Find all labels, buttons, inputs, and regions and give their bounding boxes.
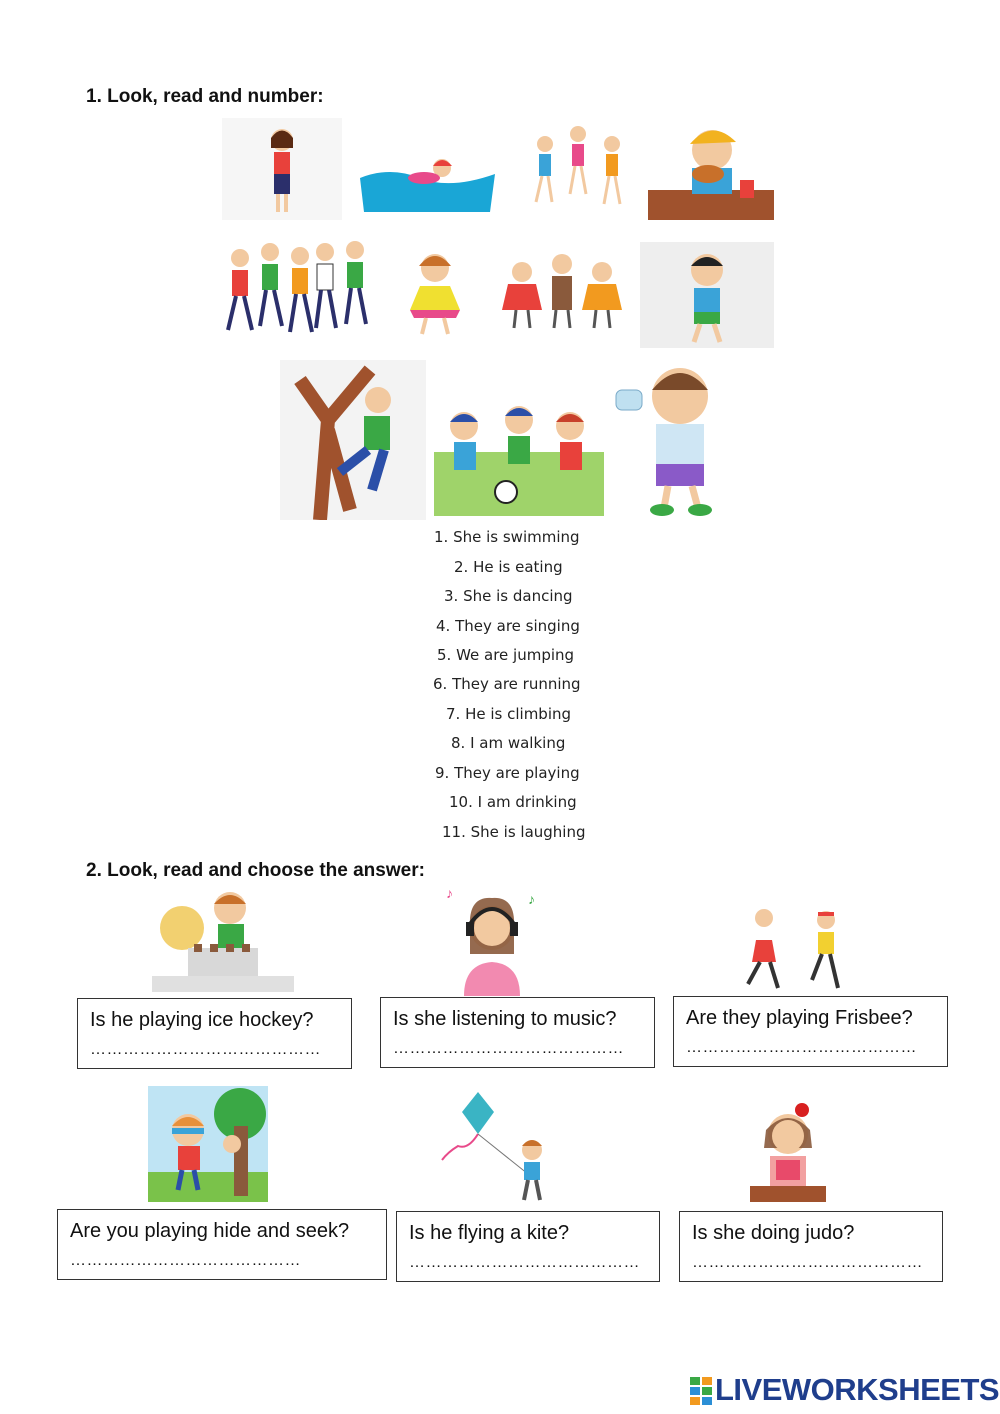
boys-playing-chess-image bbox=[152, 884, 294, 992]
question-box bbox=[679, 1211, 943, 1282]
question-text: Are they playing Frisbee? bbox=[686, 1007, 913, 1029]
list-item: 3. She is dancing bbox=[444, 587, 573, 605]
list-item: 7. He is climbing bbox=[446, 705, 572, 723]
svg-text:♪: ♪ bbox=[446, 885, 453, 901]
question-box bbox=[57, 1209, 387, 1280]
boy-eating-image bbox=[648, 118, 774, 220]
question-text: Is she listening to music? bbox=[393, 1008, 617, 1030]
list-item: 6. They are running bbox=[433, 675, 581, 693]
list-item: 4. They are singing bbox=[436, 617, 580, 635]
answer-field[interactable]: …………………………………… bbox=[393, 1040, 624, 1057]
section1-heading: 1. Look, read and number: bbox=[86, 86, 324, 107]
boy-climbing-tree-image bbox=[280, 360, 426, 520]
children-jumping-image bbox=[520, 114, 640, 220]
question-box bbox=[77, 998, 352, 1069]
list-item: 9. They are playing bbox=[435, 764, 580, 782]
question-box bbox=[673, 996, 948, 1067]
answer-field[interactable]: …………………………………… bbox=[692, 1254, 923, 1271]
answer-field[interactable]: …………………………………… bbox=[686, 1039, 917, 1056]
question-box bbox=[396, 1211, 660, 1282]
list-item: 5. We are jumping bbox=[437, 646, 575, 664]
list-item: 2. He is eating bbox=[454, 558, 563, 576]
answer-field[interactable]: …………………………………… bbox=[70, 1252, 301, 1269]
list-item: 11. She is laughing bbox=[442, 823, 586, 841]
list-item: 8. I am walking bbox=[451, 734, 566, 752]
question-text: Is she doing judo? bbox=[692, 1222, 855, 1244]
liveworksheets-brand bbox=[690, 1372, 999, 1408]
svg-text:♪: ♪ bbox=[528, 891, 535, 907]
answer-field[interactable]: …………………………………… bbox=[90, 1041, 321, 1058]
girl-reading-image bbox=[746, 1100, 830, 1202]
girl-laughing-image bbox=[392, 244, 478, 336]
children-hide-and-seek-image bbox=[148, 1086, 268, 1202]
children-running-pair-image bbox=[734, 904, 854, 994]
question-box bbox=[380, 997, 655, 1068]
brand-name: LIVEWORKSHEETS bbox=[715, 1372, 1000, 1407]
girl-swimming-image bbox=[360, 148, 495, 216]
liveworksheets-logo-icon bbox=[690, 1375, 712, 1405]
girl-standing-image bbox=[222, 118, 342, 220]
girl-listening-music-image bbox=[440, 884, 544, 996]
boys-playing-football-image bbox=[434, 396, 604, 516]
children-running-image bbox=[220, 238, 380, 348]
question-text: Is he playing ice hockey? bbox=[90, 1009, 314, 1031]
answer-field[interactable]: …………………………………… bbox=[409, 1254, 640, 1271]
boy-flying-kite-image bbox=[438, 1090, 550, 1204]
question-text: Is he flying a kite? bbox=[409, 1222, 570, 1244]
boy-walking-image bbox=[640, 242, 774, 348]
boy-drinking-image bbox=[612, 356, 732, 520]
list-item: 10. I am drinking bbox=[449, 793, 577, 811]
list-item: 1. She is swimming bbox=[434, 528, 580, 546]
children-singing-image bbox=[492, 248, 632, 348]
question-text: Are you playing hide and seek? bbox=[70, 1220, 350, 1242]
section2-heading: 2. Look, read and choose the answer: bbox=[86, 860, 425, 881]
